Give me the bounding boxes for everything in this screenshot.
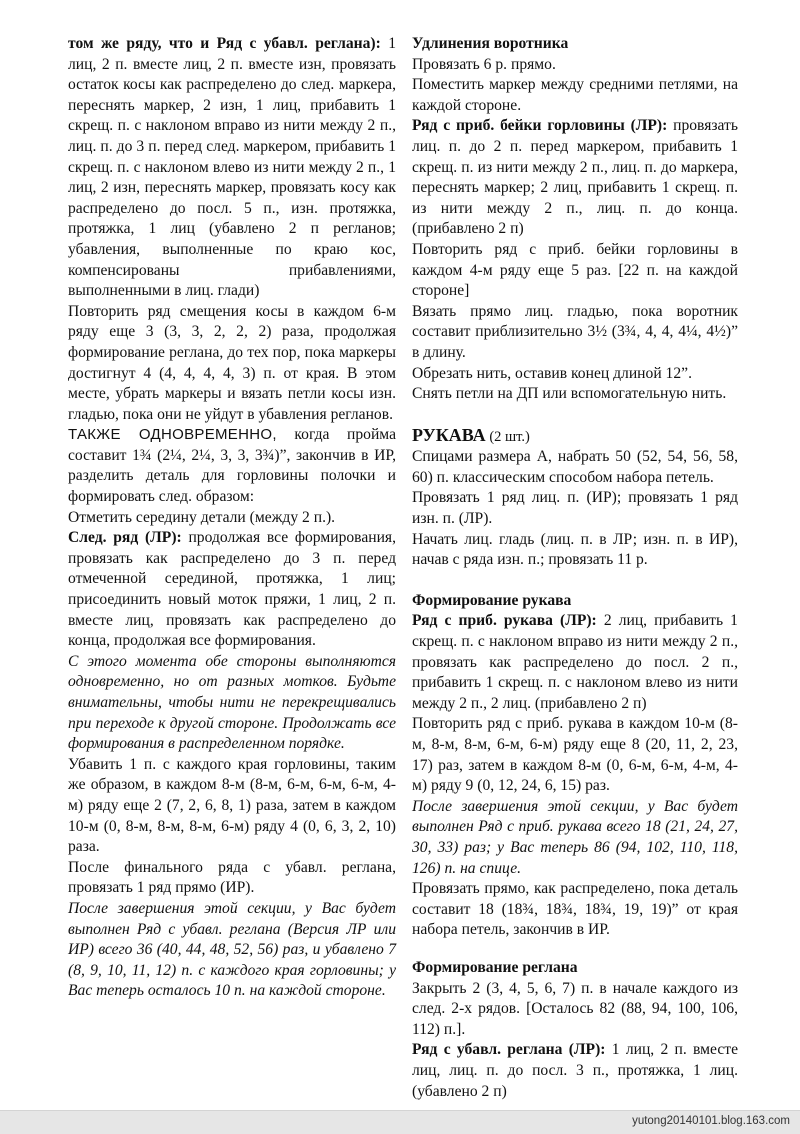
spacer <box>412 571 738 591</box>
paragraph-text: когда пройма составит 1¾ (2¼, 2¼, 3, 3, 3¾)”, закончив в ИР, разделить деталь для горловины полочки и формировать след. образом: <box>68 426 396 506</box>
paragraph <box>68 425 396 507</box>
paragraph: Вязать прямо лиц. гладью, пока воротник составит приблизительно 3½ (3¾, 4, 4, 4¼, 4½)” в длину. <box>412 302 738 361</box>
paragraph-text: 1 лиц, 2 п. вместе лиц, 2 п. вместе изн, провязать остаток косы как распределено до след. маркера, переснять маркер, 2 изн, 1 лиц, прибавить 1 скрещ. п. с наклоном вправо из нити между 2 п., лиц. п. до 3 п. перед след. маркером, прибавить 1 скрещ. п. с наклоном влево из нити между 2 п., 1 лиц, 2 изн, переснять маркер, провязать косу как распределено до посл. 5 п., изн. протяжка, протяжка, 1 лиц (убавлено 2 п регланов; убавления, выполненные по краю кос, компенсированы прибавлениями, выполненными в лиц. глади) <box>68 35 396 300</box>
section-heading-raglan: Формирование реглана <box>412 958 578 976</box>
row-heading: След. ряд (ЛР): <box>68 529 182 547</box>
paragraph: Поместить маркер между средними петлями, на каждой стороне. <box>412 76 738 114</box>
section-heading-sleeves <box>412 425 738 448</box>
spacer <box>412 941 738 958</box>
row-heading: Ряд с приб. бейки горловины (ЛР): <box>412 117 668 135</box>
paragraph: Спицами размера А, набрать 50 (52, 54, 56, 58, 60) п. классическим способом набора петель. <box>412 448 738 486</box>
paragraph-text: продолжая все формирования, провязать как распределено до 3 п. перед отмеченной серединой, протяжка, 1 лиц; присоединить новый моток пряжи, 1 лиц, 2 п. вместе лиц, провязать как распределено до конца, продолжая все формирования. <box>68 529 397 650</box>
emphasis-caps: ТАКЖЕ ОДНОВРЕМЕННО, <box>68 426 277 444</box>
paragraph <box>412 1040 738 1102</box>
paragraph-text: 2 лиц, прибавить 1 скрещ. п. с наклоном вправо из нити между 2 п., провязать как распределено до посл. 2 п., прибавить 1 скрещ. п. с наклоном влево из нити между 2 п., 2 лиц. (прибавлено 2 п) <box>412 612 738 712</box>
paragraph: Начать лиц. гладь (лиц. п. в ЛР; изн. п. в ИР), начав с ряда изн. п.; провязать 11 р. <box>412 530 738 569</box>
row-heading: Ряд с приб. рукава (ЛР): <box>412 612 597 630</box>
paragraph <box>412 116 738 240</box>
left-column <box>68 34 396 1002</box>
paragraph: Провязать 6 р. прямо. <box>412 55 556 73</box>
paragraph: Провязать 1 ряд лиц. п. (ИР); провязать 1 ряд изн. п. (ЛР). <box>412 489 738 528</box>
paragraph <box>68 34 396 302</box>
watermark-text: yutong20140101.blog.163.com <box>632 1115 790 1127</box>
italic-note: После завершения этой секции, у Вас будет выполнен Ряд с убавл. реглана (Версия ЛР или ИР) всего 36 (40, 44, 48, 52, 56) раз, и убавлено 7 (8, 9, 10, 11, 12) п. с каждого края горловины; у Вас теперь осталось 10 п. на каждой стороне. <box>68 899 396 1000</box>
paragraph: Отметить середину детали (между 2 п.). <box>68 508 336 526</box>
paragraph: Повторить ряд смещения косы в каждом 6-м ряду еще 3 (3, 3, 2, 2, 2) раза, продолжая формирование реглана, до тех пор, пока маркеры достигнут 4 (4, 4, 4, 4, 3) п. от края. В этом месте, убрать маркеры и вязать петли косы изн. гладью, пока они не уйдут в убавления регланов. <box>68 302 396 423</box>
paragraph: Провязать прямо, как распределено, пока деталь составит 18 (18¾, 18¾, 18¾, 19, 19)” от края набора петель, закончив в ИР. <box>412 880 738 939</box>
paragraph: Повторить ряд с приб. рукава в каждом 10-м (8-м, 8-м, 8-м, 6-м, 6-м) ряду еще 8 (20, 11, 2, 23, 17) раз, затем в каждом 8-м (0, 6-м, 6-м, 4-м, 4-м) ряду 9 (0, 12, 24, 6, 15) раз. <box>412 715 738 795</box>
heading-count: (2 шт.) <box>485 428 530 445</box>
paragraph: Обрезать нить, оставив конец длиной 12”. <box>412 364 692 382</box>
paragraph-text: 1 лиц, 2 п. вместе лиц, лиц. п. до посл. 3 п., протяжка, 1 лиц. (убавлено 2 п) <box>412 1041 738 1100</box>
paragraph <box>412 611 738 714</box>
right-column <box>412 34 738 1102</box>
paragraph: Повторить ряд с приб. бейки горловины в каждом 4-м ряду еще 5 раз. [22 п. на каждой стороне] <box>412 240 738 300</box>
paragraph: После финального ряда с убавл. реглана, провязать 1 ряд прямо (ИР). <box>68 858 396 897</box>
heading-text: РУКАВА <box>412 424 486 445</box>
paragraph: Снять петли на ДП или вспомогательную нить. <box>412 385 727 403</box>
paragraph-text: провязать лиц. п. до 2 п. перед маркером, прибавить 1 скрещ. п. из нити между 2 п., лиц. п. до маркера, переснять маркер; 2 лиц, прибавить 1 скрещ. п. из нити между 2 п., лиц. п. до конца. (прибавлено 2 п) <box>412 117 738 238</box>
footer-bar <box>0 1110 800 1134</box>
paragraph <box>68 528 396 652</box>
paragraph: Закрыть 2 (3, 4, 5, 6, 7) п. в начале каждого из след. 2-х рядов. [Осталось 82 (88, 94, 100, 106, 112) п.]. <box>412 979 738 1038</box>
section-heading-sleeve-shaping: Формирование рукава <box>412 591 572 609</box>
italic-note: После завершения этой секции, у Вас будет выполнен Ряд с приб. рукава всего 18 (21, 24, 27, 30, 33) раз; у Вас теперь 86 (94, 102, 110, 118, 126) п. на спице. <box>412 797 738 877</box>
section-heading-collar: Удлинения воротника <box>412 35 569 52</box>
row-heading: Ряд с убавл. реглана (ЛР): <box>412 1041 606 1059</box>
italic-note: С этого момента обе стороны выполняются одновременно, но от разных мотков. Будьте внимательны, чтобы нити не перекрещивались при переходе к другой стороне. Продолжать все формирования в распределенном порядке. <box>68 652 396 753</box>
spacer <box>412 405 738 425</box>
row-heading: том же ряду, что и Ряд с убавл. реглана): <box>68 35 381 52</box>
paragraph: Убавить 1 п. с каждого края горловины, таким же образом, в каждом 8-м (8-м, 6-м, 6-м, 6-м, 4-м) ряду еще 2 (7, 2, 6, 8, 1) раза, затем в каждом 10-м (0, 8-м, 8-м, 8-м, 6-м) ряду 4 (0, 6, 3, 2, 10) раза. <box>68 755 396 856</box>
